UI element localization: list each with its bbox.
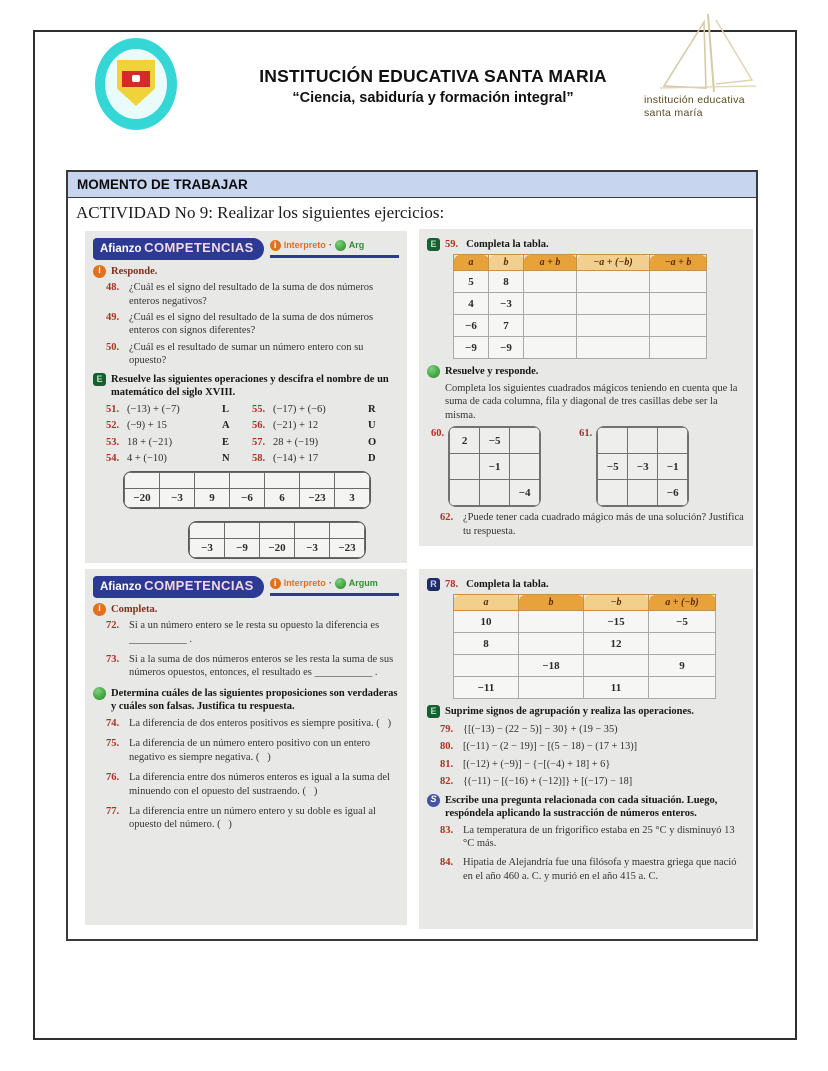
afianzo-competencias-banner [93,238,264,260]
argumento-icon-4 [93,687,106,700]
competencias-badges [270,238,399,258]
sailboat-logo [630,12,790,130]
answer-strip-1-blank-row [125,473,370,489]
magic-square-60: 2 −5 −1 −4 [448,426,541,507]
answer-strip-1 [123,471,371,509]
determina-section [93,687,399,714]
banner-competencias-label: COMPETENCIAS [144,240,254,255]
answer-strip-2 [188,521,366,559]
resuelve-label: Resuelve las siguientes operaciones y descifra el nombre de un matemático del siglo XVIII. [111,373,389,399]
question-83: 83. La temperatura de un frigorífico estaba en 25 °C y disminuyó 13 °C más. [440,824,735,849]
completa-label: Completa. [111,603,158,615]
question-72: 72. Si a un número entero se le resta su opuesto la diferencia es ___________ . [106,620,380,645]
question-62: 62. ¿Puede tener cada cuadrado mágico más de una solución? Justifica tu respuesta. [440,512,744,537]
answer-strip-2-blank-row [190,522,365,538]
operations-51-58: 51. (−13) + (−7) L 55. (−17) + (−6) R 52. (−9) + 15 A 56. (−21) + 12 U 53. 18 + (−21) E 57. 28 + (−19) O 54. 4 + (−10) N 58. (−14) + 17 D [106,403,377,464]
table-59 [453,254,707,359]
question-61-number: 61. [579,428,593,440]
suprime-section [427,705,745,718]
magic-square-61: −5 −3 −1 −6 [596,426,689,507]
question-84: 84. Hipatia de Alejandría fue una filósofa y maestra griega que nació en el año 460 a. C. y murió en el año 415 a. C. [440,857,737,882]
question-78-label: Completa la tabla. [466,579,549,590]
razono-icon: R [427,578,440,591]
ejercita-icon-59: E [427,238,440,251]
panel-tabla-agrupacion [419,569,753,929]
answer-strip-2-wrap [188,521,399,563]
panel-tabla-cuadrados [419,229,753,546]
table-78-row-4: −11 11 [454,677,716,699]
table-59-header-row: a b a + b −a + (−b) −a + b [454,255,707,271]
momento-label: MOMENTO DE TRABAJAR [77,177,248,192]
responde-label: Responde. [111,265,158,277]
school-crest-icon [95,38,177,130]
momento-de-trabajar-bar [66,170,758,199]
question-76: 76. La diferencia entre dos números enteros es igual a la suma del minuendo con el opuesto del sustraendo. ( ) [106,772,390,797]
question-48: 48. ¿Cuál es el signo del resultado de la suma de dos números enteros negativos? [106,282,374,307]
resuelve-section [93,373,399,400]
question-80: 80. [(−11) − (2 − 19)] − [(5 − 18) − (17 + 13)] [440,741,638,753]
question-75: 75. La diferencia de un número entero positivo con un entero negativo es siempre negativa. ( ) [106,738,371,763]
crest-emblem [132,75,140,82]
sailboat-logo-text: institución educativa santa maría [644,94,745,120]
afianzo-banner-row-2 [93,576,399,598]
escribe-label: Escribe una pregunta relacionada con cada situación. Luego, respóndela aplicando la sustracción de números enteros. [445,794,718,820]
question-77: 77. La diferencia entre un número entero y su doble es igual al opuesto del número. ( ) [106,805,376,831]
panel-afianzo-suma [85,231,407,563]
interpreto-icon: i [270,240,281,251]
escribe-section [427,794,745,821]
question-59-header: E 59. Completa la tabla. [427,238,745,251]
panel-afianzo-resta [85,569,407,925]
question-81: 81. [(−12) + (−9)] − {−[(−4) + 18] + 6} [440,758,611,770]
table-59-row-2: 4 −3 [454,293,707,315]
completa-section [93,603,399,616]
table-59-row-3: −6 7 [454,315,707,337]
afianzo-banner-row [93,238,399,260]
question-73: 73. Si a la suma de dos números enteros se les resta la suma de sus números opuestos, entonces, el resultado es ___________ . [106,654,394,679]
question-50: 50. ¿Cuál es el resultado de sumar un número entero con su opuesto? [106,341,364,367]
table-78-row-1: 10 −15 −5 [454,611,716,633]
question-79: 79. {[(−13) − (22 − 5)] − 30} + (19 − 35) [440,723,618,735]
table-59-row-4: −9 −9 [454,337,707,359]
magic-squares-row [431,426,745,507]
interpreto-icon-2: i [270,578,281,589]
table-78 [453,594,716,699]
table-78-row-2: 8 12 [454,633,716,655]
institution-title: INSTITUCIÓN EDUCATIVA SANTA MARIA [259,66,607,86]
argumento-icon-3 [335,578,346,589]
banner-afianzo-label: Afianzo [100,243,142,255]
activity-heading: ACTIVIDAD No 9: Realizar los siguientes ejercicios: [76,203,445,222]
responde-section [93,265,399,278]
resuelve-responde-section [427,365,745,378]
question-78-header: R 78. Completa la tabla. [427,578,745,591]
argumento-label: Arg [348,240,365,250]
institution-motto: “Ciencia, sabiduría y formación integral” [292,90,574,106]
question-74: 74. La diferencia de dos enteros positivos es siempre positiva. ( ) [106,717,392,729]
suprime-label: Suprime signos de agrupación y realiza las operaciones. [445,706,694,718]
soluciono-icon: S [427,794,440,807]
badge-separator: · [328,240,332,250]
answer-strip-1-values: −20 −3 9 −6 6 −23 3 [125,489,370,508]
question-60-number: 60. [431,428,445,440]
completa-icon: i [93,603,106,616]
argumento-icon [335,240,346,251]
cuadrados-instructions: Completa los siguientes cuadrados mágicos teniendo en cuenta que la suma de cada columna, fila y diagonal de tres casillas debe ser la misma. [445,382,738,421]
ejercita-icon: E [93,373,106,386]
competencias-badges-2: i Interpreto · Argum [270,576,399,596]
table-78-header-row: a b −b a + (−b) [454,595,716,611]
answer-strip-1-wrap [123,471,399,513]
question-59-label: Completa la tabla. [466,239,549,250]
interpreto-label: Interpreto [283,240,326,250]
question-49: 49. ¿Cuál es el signo del resultado de la suma de dos números enteros con signos diferentes? [106,312,374,337]
ejercita-icon-2: E [427,705,440,718]
responde-icon: i [93,265,106,278]
table-59-row-1: 5 8 [454,271,707,293]
argumento-icon-2 [427,365,440,378]
resuelve-responde-label: Resuelve y responde. [445,366,539,378]
determina-label: Determina cuáles de las siguientes proposiciones son verdaderas y cuáles son falsas. Justifica tu respuesta. [111,687,398,713]
question-82: 82. {(−11) − [(−16) + (−12)]} + [(−17) − 18] [440,776,633,788]
table-78-row-3: −18 9 [454,655,716,677]
afianzo-competencias-banner-2: Afianzo COMPETENCIAS [93,576,264,598]
answer-strip-2-values: −3 −9 −20 −3 −23 [190,538,365,557]
